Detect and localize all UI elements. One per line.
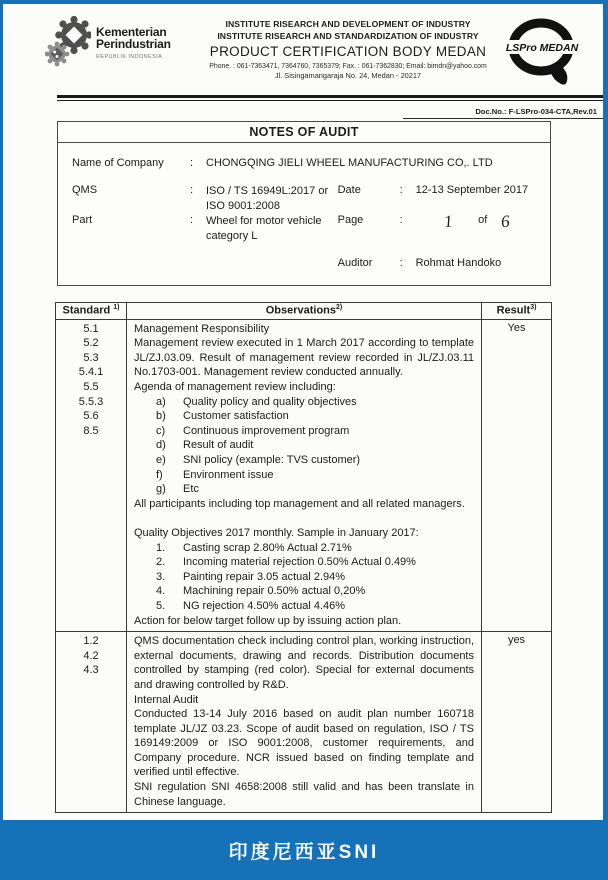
list-marker: 3.	[156, 570, 166, 583]
part-label: Part	[72, 214, 93, 226]
list-marker: c)	[156, 424, 166, 437]
observation-list-item	[134, 482, 474, 497]
list-marker: f)	[156, 468, 163, 481]
auditor-colon: :	[399, 257, 403, 269]
qms-label: QMS	[72, 184, 98, 196]
list-item-text: Continuous improvement program	[183, 424, 350, 437]
observation-list-item	[134, 395, 474, 410]
standard-item: 5.1	[83, 322, 99, 335]
observation-line: Management Responsibility	[134, 322, 270, 335]
institute-line1: INSTITUTE RISEARCH AND DEVELOPMENT OF INDUSTRY	[225, 19, 471, 29]
blank-line	[134, 511, 474, 526]
qms-colon: :	[190, 184, 194, 196]
observations-header-sup: 2)	[336, 304, 343, 311]
part-page-row	[72, 211, 538, 244]
list-item-text: SNI policy (example: TVS customer)	[183, 454, 361, 466]
company-row	[72, 157, 538, 169]
list-item-text: Quality policy and quality objectives	[183, 395, 357, 408]
institute-heading	[195, 14, 501, 80]
list-marker: g)	[156, 483, 166, 496]
list-marker: d)	[156, 439, 166, 452]
list-marker: 4.	[156, 585, 166, 598]
standard-header-text: Standard	[62, 304, 114, 317]
page-total-handwritten: 6	[500, 211, 511, 232]
date-colon: :	[399, 184, 403, 196]
audit-table	[55, 302, 552, 813]
observation-list-item	[134, 468, 474, 483]
qms-field	[72, 184, 338, 214]
gears-logo-icon	[45, 14, 91, 73]
observation-line: Internal Audit	[134, 693, 199, 706]
ministry-name	[96, 24, 171, 63]
list-item-text: Result of audit	[183, 439, 254, 452]
contact-line: Phone. : 061-7363471, 7364760, 7365379; Fax. : 061-7362830; Email: bimdn@yahoo.com	[209, 63, 487, 70]
doc-number: Doc.No.: F-LSPro-034-CTA,Rev.01	[403, 105, 603, 119]
part-value-line2: category L	[206, 230, 258, 242]
observation-list-item	[134, 409, 474, 424]
auditor-label: Auditor	[337, 257, 373, 269]
page-label: Page	[337, 214, 364, 226]
list-marker: e)	[156, 454, 166, 466]
observations-cell	[127, 632, 482, 813]
standard-cell	[56, 319, 127, 631]
banner-text: 印度尼西亚SNI	[228, 841, 380, 863]
date-value: 12-13 September 2017	[415, 184, 529, 196]
observation-paragraph: Management review executed in 1 March 2017 according to template JL/ZJ.03.09. Result of management review recorded in JL/ZJ.03.11 No.1703-001. Management review conducted annually.	[134, 337, 474, 379]
list-item-text: Incoming material rejection 0.50% Actual 0.49%	[183, 556, 416, 569]
notes-fields	[58, 143, 550, 285]
list-item-text: NG rejection 4.50% actual 4.46%	[183, 599, 346, 612]
observation-paragraph: SNI regulation SNI 4658:2008 still valid and has been translate in Chinese language.	[134, 781, 474, 808]
ministry-line1: Kementerian	[96, 25, 167, 39]
audit-table-header-row	[56, 303, 552, 320]
document-page	[3, 4, 603, 820]
qms-value-line1: ISO / TS 16949L:2017 or	[206, 185, 329, 197]
notes-title: NOTES OF AUDIT	[58, 122, 550, 143]
part-field	[72, 214, 338, 244]
audit-table-body	[56, 319, 552, 813]
bottom-banner	[0, 820, 608, 880]
list-marker: 5.	[156, 599, 166, 612]
list-item-text: Painting repair 3.05 actual 2.94%	[183, 570, 346, 583]
part-value-line1: Wheel for motor vehicle	[206, 215, 322, 227]
page-of-word: of	[478, 214, 488, 226]
observation-list-item	[134, 570, 474, 585]
result-cell: Yes	[482, 319, 552, 631]
observation-line: Action for below target follow up by issuing action plan.	[134, 614, 402, 627]
standard-item: 5.3	[83, 351, 99, 364]
observation-list-item	[134, 584, 474, 599]
lspro-logo	[501, 16, 585, 91]
qms-date-row	[72, 184, 538, 214]
list-marker: 2.	[156, 556, 166, 569]
list-item-text: Environment issue	[183, 468, 274, 481]
standard-item: 8.5	[83, 424, 99, 437]
audit-table-row	[56, 632, 552, 813]
standard-item: 5.4.1	[78, 366, 104, 379]
page-value	[416, 211, 538, 244]
observation-list-item	[134, 555, 474, 570]
date-label: Date	[337, 184, 361, 196]
result-cell: yes	[482, 632, 552, 813]
standard-item: 5.6	[83, 410, 99, 423]
ministry-logo-block	[45, 14, 195, 73]
company-colon: :	[190, 157, 194, 169]
standard-item: 5.5	[83, 381, 99, 394]
standard-item: 5.2	[83, 337, 99, 350]
auditor-spacer	[72, 257, 338, 269]
observation-list-item	[134, 424, 474, 439]
audit-table-row	[56, 319, 552, 631]
institute-line2: INSTITUTE RISEARCH AND STANDARDIZATION OF INDUSTRY	[217, 30, 479, 41]
page-current-handwritten: 1	[442, 211, 454, 232]
observation-paragraph: QMS documentation check including control plan, working instruction, external documents, drawing and records. Distribution documents controlled by stamping (red color). Special for external documents and drawing controlled by R&D.	[134, 635, 474, 691]
list-item-text: Casting scrap 2.80% Actual 2.71%	[183, 541, 352, 554]
page-field	[337, 211, 538, 244]
part-value	[206, 214, 338, 244]
ministry-line3: REPUBLIK INDONESIA	[96, 54, 163, 60]
address-line: Jl. Sisingamangaraja No. 24, Medan - 20217	[274, 71, 422, 80]
auditor-field	[338, 257, 538, 269]
standard-column-header	[56, 303, 127, 320]
standard-header-sup: 1)	[113, 304, 120, 311]
notes-of-audit-box	[57, 121, 551, 286]
result-header-text: Result	[496, 304, 531, 317]
ministry-line2: Perindustrian	[96, 37, 171, 51]
lspro-logo-text: LSPro MEDAN	[505, 42, 579, 54]
list-marker: a)	[156, 395, 166, 408]
auditor-value: Rohmat Handoko	[415, 257, 502, 269]
observation-list-item	[134, 541, 474, 556]
company-label: Name of Company	[72, 157, 164, 169]
company-value: CHONGQING JIELI WHEEL MANUFACTURING CO,. LTD	[206, 157, 493, 169]
result-header-sup: 3)	[530, 304, 537, 311]
list-marker: b)	[156, 410, 166, 423]
list-item-text: Machining repair 0.50% actual 0,20%	[183, 585, 366, 598]
result-column-header	[482, 303, 552, 320]
auditor-row	[72, 257, 538, 269]
letterhead	[3, 4, 603, 91]
standard-item: 4.2	[83, 649, 99, 662]
observations-cell	[127, 319, 482, 631]
standard-cell	[56, 632, 127, 813]
list-item-text: Etc	[183, 483, 199, 496]
observation-list-item	[134, 453, 474, 468]
observation-line: Agenda of management review including:	[134, 381, 336, 394]
list-marker: 1.	[156, 541, 166, 554]
list-item-text: Customer satisfaction	[183, 410, 289, 423]
page-colon: :	[399, 214, 403, 226]
observation-line: All participants including top management and all related managers.	[134, 497, 465, 510]
qms-value-line2: ISO 9001:2008	[206, 200, 281, 212]
observation-paragraph: Conducted 13-14 July 2016 based on audit plan number 160718 template JL/JZ 03.23. Scope of audit based on regulation, ISO / TS 169149:2009 or ISO 9001:2008, customer requirements, and Company procedure. NCR issued based on finding template and verified until effective.	[134, 708, 474, 779]
observation-line: Quality Objectives 2017 monthly. Sample in January 2017:	[134, 526, 419, 539]
standard-item: 4.3	[83, 664, 99, 677]
observations-column-header	[127, 303, 482, 320]
observation-list-item	[134, 438, 474, 453]
part-colon: :	[190, 214, 194, 226]
standard-item: 5.5.3	[78, 395, 104, 408]
observations-header-text: Observations	[265, 304, 337, 317]
date-field	[338, 184, 538, 214]
qms-value	[206, 184, 338, 214]
certification-body-name: PRODUCT CERTIFICATION BODY MEDAN	[209, 44, 487, 59]
standard-item: 1.2	[83, 635, 99, 648]
doc-number-row	[3, 101, 603, 119]
observation-list-item	[134, 599, 474, 614]
